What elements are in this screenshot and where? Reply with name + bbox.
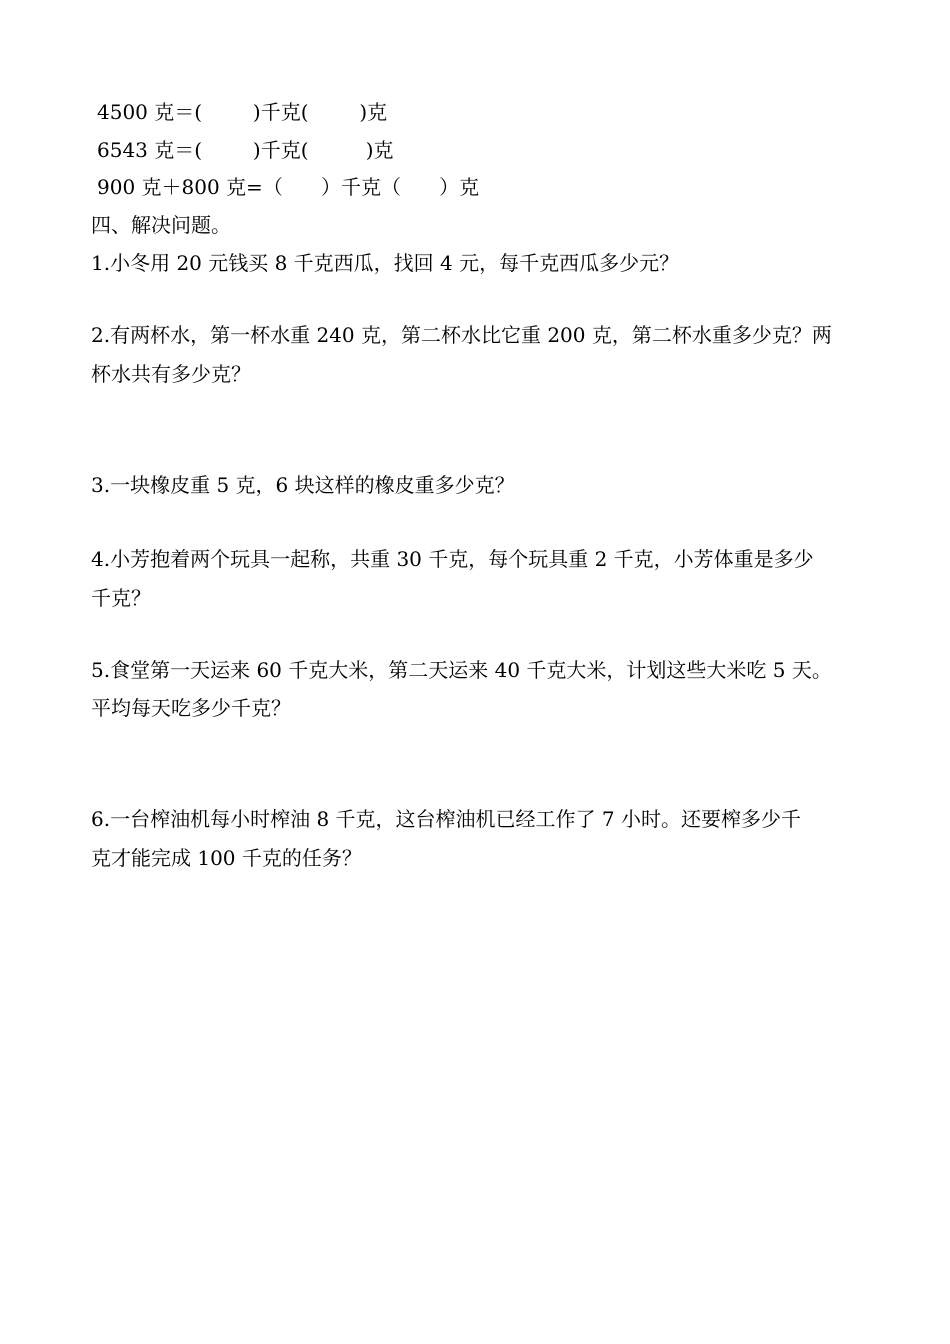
section-title: 四、解决问题。 [91,213,231,237]
problem-1-line-1: 1.小冬用 20 元钱买 8 千克西瓜，找回 4 元，每千克西瓜多少元？ [91,251,680,275]
conversion-line-3: 900 克＋800 克=（ ）千克（ ）克 [97,175,480,199]
problem-4-line-2: 千克？ [91,586,151,610]
problem-6-line-2: 克才能完成 100 千克的任务？ [91,846,362,870]
problem-5-line-2: 平均每天吃多少千克？ [91,696,291,720]
problem-4-line-1: 4.小芳抱着两个玩具一起称，共重 30 千克，每个玩具重 2 千克，小芳体重是多少 [91,547,814,571]
problem-2-line-2: 杯水共有多少克？ [91,362,251,386]
conversion-line-2: 6543 克＝( )千克( )克 [97,138,394,162]
problem-6-line-1: 6.一台榨油机每小时榨油 8 千克，这台榨油机已经工作了 7 小时。还要榨多少千 [91,807,801,831]
problem-3-line-1: 3.一块橡皮重 5 克，6 块这样的橡皮重多少克？ [91,473,515,497]
problem-2-line-1: 2.有两杯水，第一杯水重 240 克，第二杯水比它重 200 克，第二杯水重多少克？两 [91,323,832,347]
problem-5-line-1: 5.食堂第一天运来 60 千克大米，第二天运来 40 千克大米，计划这些大米吃 5 天。 [91,658,832,682]
conversion-line-1: 4500 克＝( )千克( )克 [97,100,388,124]
